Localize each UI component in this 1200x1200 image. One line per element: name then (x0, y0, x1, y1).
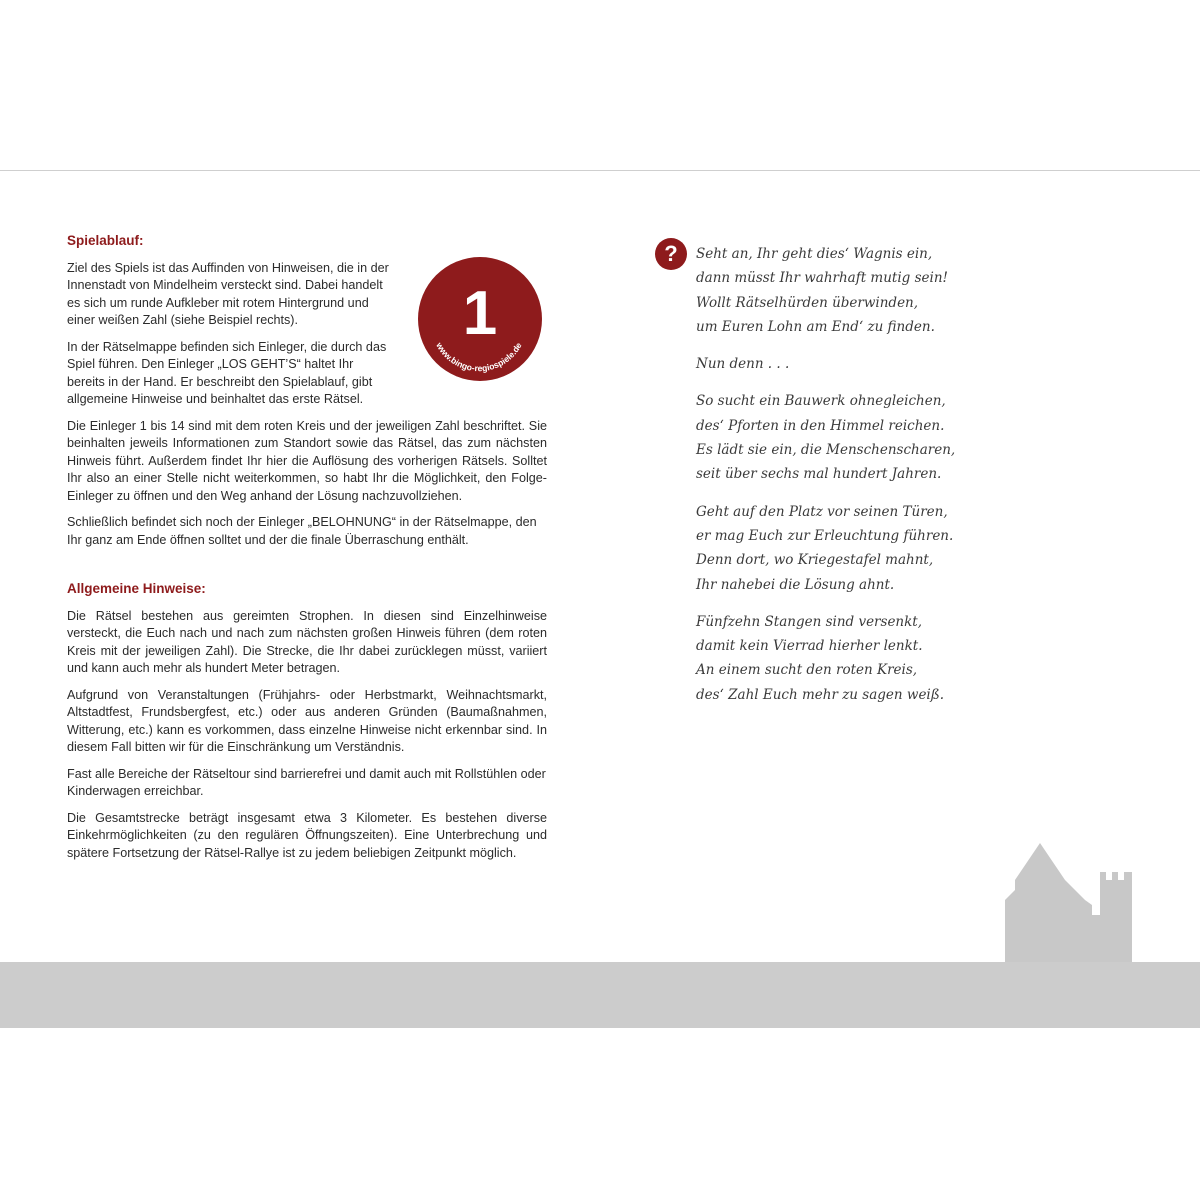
poem-line: des‘ Pforten in den Himmel reichen. (696, 417, 945, 434)
poem-line: Nun denn . . . (696, 356, 790, 373)
hinweise-heading: Allgemeine Hinweise: (67, 581, 206, 596)
poem-line: Wollt Rätselhürden überwinden, (696, 294, 919, 311)
poem-line: um Euren Lohn am End‘ zu finden. (696, 318, 935, 335)
poem-line: An einem sucht den roten Kreis, (696, 662, 918, 679)
poem-line: seit über sechs mal hundert Jahren. (696, 466, 942, 483)
badge-number: 1 (462, 279, 498, 348)
church-building-shape (1005, 843, 1092, 962)
badge-url-text: www.bingo-regiospiele.de (434, 340, 524, 374)
poem-line: Fünfzehn Stangen sind versenkt, (696, 613, 923, 630)
spielablauf-paragraph-1: Ziel des Spiels ist das Auffinden von Hinweisen, die in der Innenstadt von Mindelheim versteckt sind. Dabei handelt es sich um runde Aufkleber mit rotem Hintergrund und einer weißen Zahl (siehe Beispiel rechts). (67, 260, 389, 327)
poem-line: Denn dort, wo Kriegestafel mahnt, (696, 552, 934, 569)
spielablauf-heading: Spielablauf: (67, 233, 144, 248)
poem-line: damit kein Vierrad hierher lenkt. (696, 638, 923, 655)
hinweise-paragraph-1: Die Rätsel bestehen aus gereimten Strophen. In diesen sind Einzelhinweise versteckt, die Euch nach und nach zum nächsten großen Hinweis führen (dem roten Kreis mit der jeweiligen Zahl). Die Strecke, die Ihr dabei zurücklegen müsst, variiert und kann auch mehr als hundert Meter betragen. (67, 608, 547, 675)
castle-tower-shape (1092, 872, 1132, 962)
poem-line: Seht an, Ihr geht dies‘ Wagnis ein, (696, 246, 933, 262)
poem-line: dann müsst Ihr wahrhaft mutig sein! (696, 270, 948, 287)
poem-line: des‘ Zahl Euch mehr zu sagen weiß. (696, 686, 945, 703)
poem-line: Es lädt sie ein, die Menschenscharen, (696, 442, 956, 459)
hinweise-paragraph-4: Die Gesamtstrecke beträgt insgesamt etwa 3 Kilometer. Es bestehen diverse Einkehrmöglichkeiten (zu den regulären Öffnungszeiten). Eine Unterbrechung und spätere Fortsetzung der Rätsel-Rallye ist zu jedem beliebigen Zeitpunkt möglich. (67, 810, 547, 860)
hinweise-paragraph-3: Fast alle Bereiche der Rätseltour sind barrierefrei und damit auch mit Rollstühlen oder Kinderwagen erreichbar. (67, 766, 546, 798)
spielablauf-paragraph-4: Schließlich befindet sich noch der Einleger „BELOHNUNG“ in der Rätselmappe, den Ihr ganz am Ende öffnen solltet und der die finale Überraschung enthält. (67, 515, 537, 547)
spielablauf-paragraph-3: Die Einleger 1 bis 14 sind mit dem roten Kreis und der jeweiligen Zahl beschriftet. Sie beinhalten jeweils Informationen zum Standort sowie das Rätsel, das zum nächsten Hinweis führt. Außerdem findet Ihr hier die Auflösung des vorherigen Rätsels. Solltet Ihr also an einer Stelle nicht weiterkommen, so habt Ihr die Möglichkeit, den Folge-Einleger zu öffnen und den Weg anhand der Lösung nachzuvollziehen. (67, 418, 547, 503)
hinweise-paragraph-2: Aufgrund von Veranstaltungen (Frühjahrs- oder Herbstmarkt, Weihnachtsmarkt, Altstadtfest, Frundsbergfest, etc.) oder aus anderen Gründen (Baumaßnahmen, Witterung, etc.) kann es vorkommen, dass einzelne Hinweise nicht erkennbar sind. In diesem Fall bitten wir für die Einschränkung um Verständnis. (67, 687, 547, 754)
poem-line: Geht auf den Platz vor seinen Türen, (696, 503, 948, 520)
poem-line: So sucht ein Bauwerk ohnegleichen, (696, 393, 946, 410)
question-mark-icon: ? (655, 238, 687, 270)
poem-line: er mag Euch zur Erleuchtung führen. (696, 527, 954, 544)
spielablauf-paragraph-2: In der Rätselmappe befinden sich Einleger, die durch das Spiel führen. Den Einleger „LOS GEHT’S“ haltet Ihr bereits in der Hand. Er beschreibt den Spielablauf, gibt allgemeine Hinweise und beinhaltet das erste Rätsel. (67, 339, 387, 406)
poem-line: Ihr nahebei die Lösung ahnt. (696, 576, 895, 593)
